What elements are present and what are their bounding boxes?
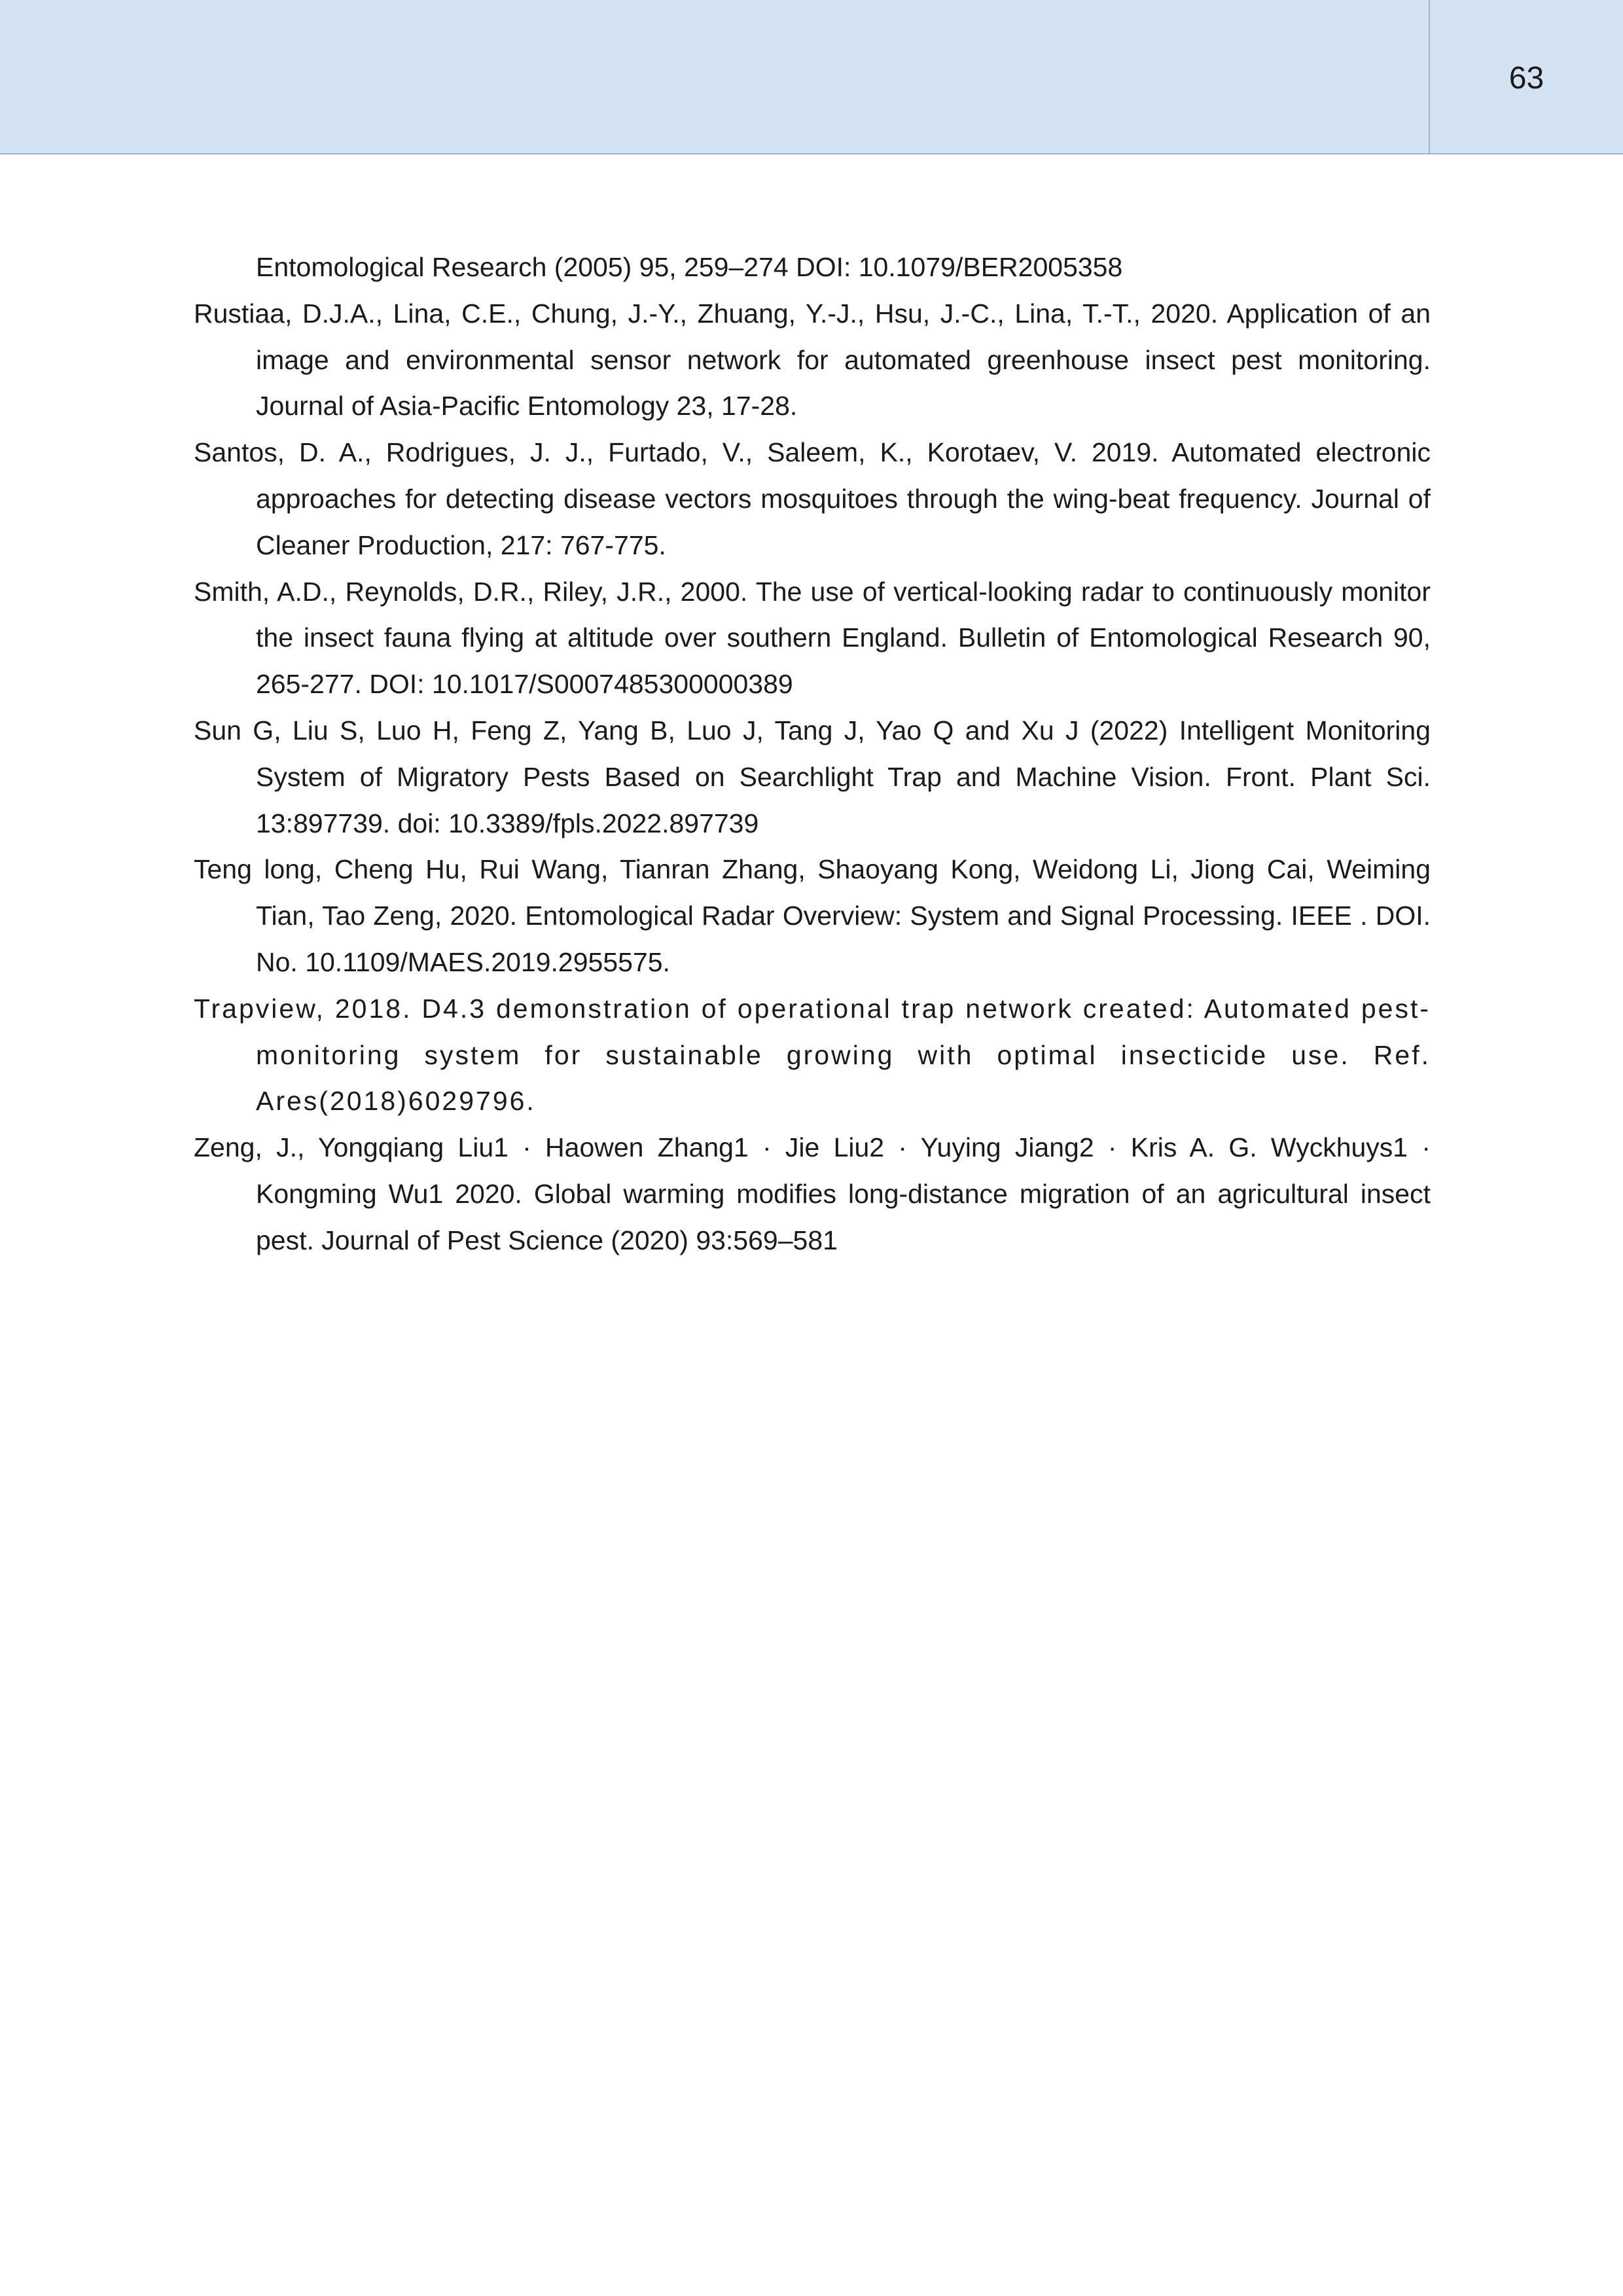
- reference-entry: Rustiaa, D.J.A., Lina, C.E., Chung, J.-Y., Zhuang, Y.-J., Hsu, J.-C., Lina, T.-T., 2020. Application of an image and environmental sensor network for automated greenhouse insect pest monitoring. Journal of Asia-Pacific Entomology 23, 17-28.: [194, 298, 1431, 422]
- reference-entry: Smith, A.D., Reynolds, D.R., Riley, J.R., 2000. The use of vertical-looking radar to continuously monitor the insect fauna flying at altitude over southern England. Bulletin of Entomological Research 90, 265-277. DOI: 10.1017/S0007485300000389: [194, 576, 1431, 700]
- page-number: 63: [1508, 61, 1544, 96]
- reference-list: [194, 244, 1431, 1264]
- reference-entry: Entomological Research (2005) 95, 259–274 DOI: 10.1079/BER2005358: [256, 252, 1123, 282]
- page-header-band: [0, 0, 1623, 154]
- reference-entry: Zeng, J., Yongqiang Liu1 · Haowen Zhang1 · Jie Liu2 · Yuying Jiang2 · Kris A. G. Wyckhuys1 · Kongming Wu1 2020. Global warming modifies long-distance migration of an agricultural insect pest. Journal of Pest Science (2020) 93:569–581: [194, 1132, 1431, 1255]
- reference-entry: Santos, D. A., Rodrigues, J. J., Furtado, V., Saleem, K., Korotaev, V. 2019. Automated electronic approaches for detecting disease vectors mosquitoes through the wing-beat frequency. Journal of Cleaner Production, 217: 767-775.: [194, 437, 1431, 560]
- reference-entry: Teng long, Cheng Hu, Rui Wang, Tianran Zhang, Shaoyang Kong, Weidong Li, Jiong Cai, Weiming Tian, Tao Zeng, 2020. Entomological Radar Overview: System and Signal Processing. IEEE . DOI. No. 10.1109/MAES.2019.2955575.: [194, 854, 1431, 977]
- reference-entry: Trapview, 2018. D4.3 demonstration of operational trap network created: Automated pest-monitoring system for sustainable growing with optimal insecticide use. Ref. Ares(2018)6029796.: [194, 993, 1431, 1117]
- reference-entry: Sun G, Liu S, Luo H, Feng Z, Yang B, Luo J, Tang J, Yao Q and Xu J (2022) Intelligent Monitoring System of Migratory Pests Based on Searchlight Trap and Machine Vision. Front. Plant Sci. 13:897739. doi: 10.3389/fpls.2022.897739: [194, 715, 1431, 838]
